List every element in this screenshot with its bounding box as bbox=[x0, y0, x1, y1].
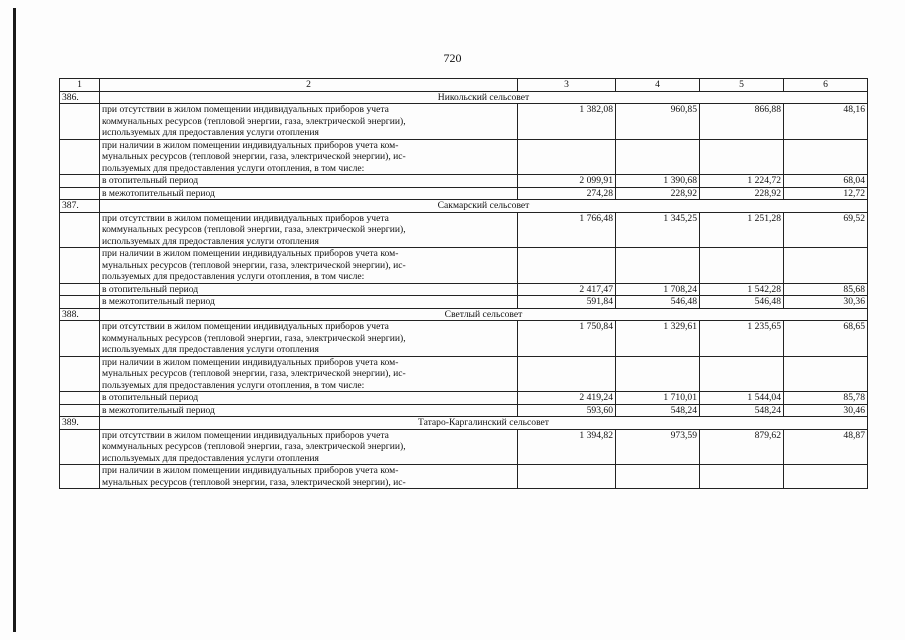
index-cell bbox=[60, 356, 100, 392]
table-row bbox=[60, 139, 868, 175]
description-line: коммунальных ресурсов (тепловой энергии, газа, электрической энергии), bbox=[102, 332, 406, 344]
row-description bbox=[100, 465, 518, 489]
index-cell bbox=[60, 212, 100, 248]
value-cell bbox=[616, 465, 700, 489]
section-name: Сакмарский сельсовет bbox=[100, 200, 868, 213]
description-line: коммунальных ресурсов (тепловой энергии, газа, электрической энергии), bbox=[102, 224, 406, 235]
description-line: мунальных ресурсов (тепловой энергии, газа, электрической энергии), ис- bbox=[102, 476, 406, 488]
row-description bbox=[100, 139, 518, 175]
value-cell bbox=[700, 356, 784, 392]
index-cell bbox=[60, 392, 100, 405]
column-number: 6 bbox=[784, 79, 868, 92]
table-row bbox=[60, 175, 868, 188]
value-cell: 1 750,84 bbox=[518, 321, 616, 357]
value-cell: 1 345,25 bbox=[616, 212, 700, 248]
value-cell: 85,68 bbox=[784, 283, 868, 296]
value-cell bbox=[784, 139, 868, 175]
index-cell bbox=[60, 283, 100, 296]
value-cell: 1 224,72 bbox=[700, 175, 784, 188]
column-number: 1 bbox=[60, 79, 100, 92]
row-description bbox=[100, 404, 518, 417]
value-cell: 548,24 bbox=[616, 404, 700, 417]
value-cell bbox=[518, 356, 616, 392]
description-line: используемых для предоставления услуги отопления bbox=[102, 344, 319, 355]
value-cell: 591,84 bbox=[518, 296, 616, 309]
section-name: Татаро-Каргалинский сельсовет bbox=[100, 417, 868, 430]
section-row bbox=[60, 200, 868, 213]
tariff-table bbox=[59, 78, 868, 489]
value-cell: 548,24 bbox=[700, 404, 784, 417]
value-cell: 48,16 bbox=[784, 104, 868, 140]
value-cell: 960,85 bbox=[616, 104, 700, 140]
description-line: в отопительный период bbox=[102, 175, 199, 186]
scan-edge-bar bbox=[13, 8, 16, 632]
value-cell: 2 417,47 bbox=[518, 283, 616, 296]
row-description bbox=[100, 212, 518, 248]
table-row bbox=[60, 283, 868, 296]
section-index: 389. bbox=[60, 417, 100, 430]
row-description bbox=[100, 283, 518, 296]
value-cell: 30,46 bbox=[784, 404, 868, 417]
index-cell bbox=[60, 404, 100, 417]
description-line: используемых для предоставления услуги отопления bbox=[102, 235, 319, 247]
page-number: 720 bbox=[443, 51, 462, 65]
value-cell: 274,28 bbox=[518, 187, 616, 200]
value-cell: 1 235,65 bbox=[700, 321, 784, 357]
value-cell: 546,48 bbox=[616, 296, 700, 309]
value-cell: 1 542,28 bbox=[700, 283, 784, 296]
value-cell bbox=[784, 356, 868, 392]
description-line: при наличии в жилом помещении индивидуальных приборов учета ком- bbox=[102, 248, 399, 259]
description-line: при отсутствии в жилом помещении индивидуальных приборов учета bbox=[102, 104, 389, 115]
value-cell: 593,60 bbox=[518, 404, 616, 417]
value-cell: 1 390,68 bbox=[616, 175, 700, 188]
index-cell bbox=[60, 104, 100, 140]
section-name: Светлый сельсовет bbox=[100, 308, 868, 321]
table-row bbox=[60, 104, 868, 140]
description-line: используемых для предоставления услуги отопления bbox=[102, 127, 319, 138]
row-description bbox=[100, 248, 518, 284]
value-cell: 1 766,48 bbox=[518, 212, 616, 248]
section-index: 387. bbox=[60, 200, 100, 213]
table-row bbox=[60, 321, 868, 357]
description-line: при наличии в жилом помещении индивидуальных приборов учета ком- bbox=[102, 139, 399, 151]
row-description bbox=[100, 187, 518, 200]
value-cell: 228,92 bbox=[616, 187, 700, 200]
value-cell: 1 710,01 bbox=[616, 392, 700, 405]
column-number-row bbox=[60, 79, 868, 92]
table-row bbox=[60, 212, 868, 248]
description-line: мунальных ресурсов (тепловой энергии, газа, электрической энергии), ис- bbox=[102, 368, 406, 379]
value-cell bbox=[518, 465, 616, 489]
value-cell bbox=[616, 248, 700, 284]
section-row bbox=[60, 417, 868, 430]
value-cell bbox=[700, 139, 784, 175]
description-line: мунальных ресурсов (тепловой энергии, газа, электрической энергии), ис- bbox=[102, 259, 406, 271]
value-cell: 85,78 bbox=[784, 392, 868, 405]
value-cell: 69,52 bbox=[784, 212, 868, 248]
description-line: мунальных ресурсов (тепловой энергии, газа, электрической энергии), ис- bbox=[102, 151, 406, 162]
description-line: в отопительный период bbox=[102, 283, 199, 295]
description-line: пользуемых для предоставления услуги отопления, в том числе: bbox=[102, 162, 365, 174]
value-cell bbox=[616, 356, 700, 392]
index-cell bbox=[60, 248, 100, 284]
description-line: пользуемых для предоставления услуги отопления, в том числе: bbox=[102, 271, 365, 282]
index-cell bbox=[60, 296, 100, 309]
value-cell: 866,88 bbox=[700, 104, 784, 140]
table-row bbox=[60, 404, 868, 417]
section-row bbox=[60, 91, 868, 104]
value-cell: 1 708,24 bbox=[616, 283, 700, 296]
value-cell: 546,48 bbox=[700, 296, 784, 309]
value-cell bbox=[784, 465, 868, 489]
description-line: пользуемых для предоставления услуги отопления, в том числе: bbox=[102, 379, 365, 391]
value-cell: 48,87 bbox=[784, 429, 868, 465]
tariff-table-body bbox=[60, 79, 868, 489]
row-description bbox=[100, 175, 518, 188]
value-cell: 879,62 bbox=[700, 429, 784, 465]
value-cell bbox=[784, 248, 868, 284]
value-cell: 1 382,08 bbox=[518, 104, 616, 140]
row-description bbox=[100, 356, 518, 392]
row-description bbox=[100, 296, 518, 309]
table-row bbox=[60, 429, 868, 465]
value-cell: 2 419,24 bbox=[518, 392, 616, 405]
description-line: при отсутствии в жилом помещении индивидуальных приборов учета bbox=[102, 321, 389, 332]
description-line: при отсутствии в жилом помещении индивидуальных приборов учета bbox=[102, 212, 389, 224]
value-cell bbox=[518, 139, 616, 175]
value-cell: 1 394,82 bbox=[518, 429, 616, 465]
description-line: коммунальных ресурсов (тепловой энергии, газа, электрической энергии), bbox=[102, 441, 406, 452]
value-cell: 2 099,91 bbox=[518, 175, 616, 188]
row-description bbox=[100, 392, 518, 405]
table-row bbox=[60, 296, 868, 309]
section-index: 388. bbox=[60, 308, 100, 321]
row-description bbox=[100, 429, 518, 465]
table-row bbox=[60, 248, 868, 284]
value-cell: 228,92 bbox=[700, 187, 784, 200]
index-cell bbox=[60, 321, 100, 357]
value-cell: 1 329,61 bbox=[616, 321, 700, 357]
section-name: Никольский сельсовет bbox=[100, 91, 868, 104]
description-line: используемых для предоставления услуги отопления bbox=[102, 452, 319, 464]
value-cell bbox=[616, 139, 700, 175]
description-line: при наличии в жилом помещении индивидуальных приборов учета ком- bbox=[102, 356, 399, 368]
value-cell: 68,65 bbox=[784, 321, 868, 357]
table-row bbox=[60, 465, 868, 489]
value-cell bbox=[700, 248, 784, 284]
description-line: при наличии в жилом помещении индивидуальных приборов учета ком- bbox=[102, 465, 399, 476]
description-line: в межотопительный период bbox=[102, 296, 215, 307]
index-cell bbox=[60, 139, 100, 175]
value-cell: 12,72 bbox=[784, 187, 868, 200]
value-cell: 1 251,28 bbox=[700, 212, 784, 248]
table-row bbox=[60, 187, 868, 200]
index-cell bbox=[60, 429, 100, 465]
column-number: 5 bbox=[700, 79, 784, 92]
description-line: при отсутствии в жилом помещении индивидуальных приборов учета bbox=[102, 429, 389, 441]
column-number: 3 bbox=[518, 79, 616, 92]
table-row bbox=[60, 356, 868, 392]
index-cell bbox=[60, 465, 100, 489]
section-row bbox=[60, 308, 868, 321]
row-description bbox=[100, 321, 518, 357]
row-description bbox=[100, 104, 518, 140]
value-cell: 68,04 bbox=[784, 175, 868, 188]
section-index: 386. bbox=[60, 91, 100, 104]
description-line: коммунальных ресурсов (тепловой энергии, газа, электрической энергии), bbox=[102, 115, 406, 127]
value-cell: 973,59 bbox=[616, 429, 700, 465]
description-line: в межотопительный период bbox=[102, 187, 215, 199]
value-cell: 1 544,04 bbox=[700, 392, 784, 405]
value-cell: 30,36 bbox=[784, 296, 868, 309]
table-row bbox=[60, 392, 868, 405]
value-cell bbox=[700, 465, 784, 489]
column-number: 2 bbox=[100, 79, 518, 92]
value-cell bbox=[518, 248, 616, 284]
index-cell bbox=[60, 175, 100, 188]
index-cell bbox=[60, 187, 100, 200]
description-line: в отопительный период bbox=[102, 392, 199, 403]
column-number: 4 bbox=[616, 79, 700, 92]
description-line: в межотопительный период bbox=[102, 404, 215, 416]
